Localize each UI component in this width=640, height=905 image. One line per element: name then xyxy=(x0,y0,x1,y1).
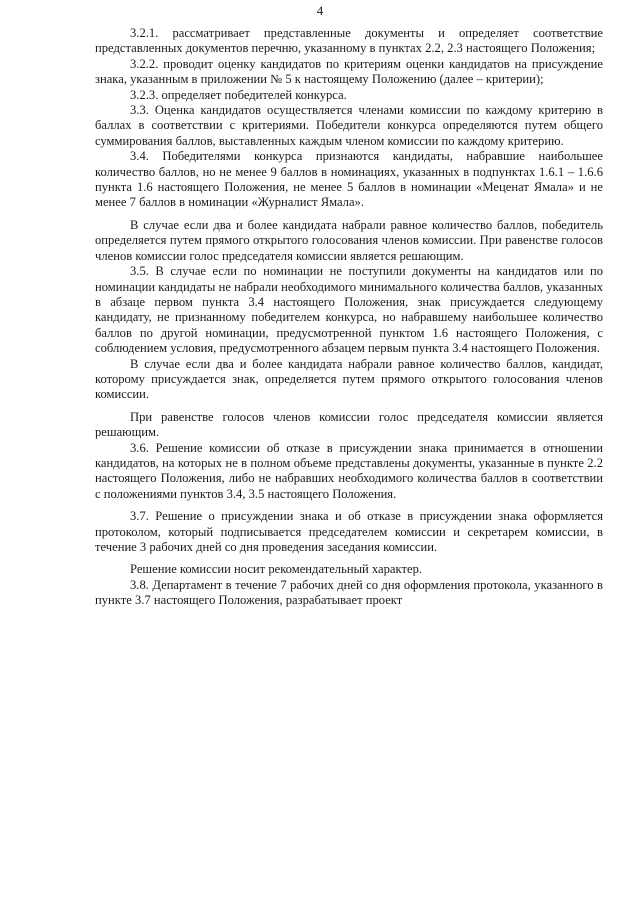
paragraph-3-5: 3.5. В случае если по номинации не поступили документы на кандидатов или по номинации кандидаты не набрали необходимого минимального количества баллов, указанных в абзаце первом пункта 3.4 настоящего Положения, знак присуждается следующему кандидату, не признанному победителем конкурса, но набравшему наибольшее количество баллов по другой номинации, предусмотренной пунктом 1.6 настоящего Положения, с соблюдением условия, предусмотренного абзацем первым пункта 3.4 настоящего Положения. xyxy=(95,264,603,356)
paragraph-3-5-chair-vote: При равенстве голосов членов комиссии голос председателя комиссии является решающим. xyxy=(95,409,603,440)
paragraph-3-6: 3.6. Решение комиссии об отказе в присуждении знака принимается в отношении кандидатов, на которых не в полном объеме представлены документы, указанные в пункте 2.2 настоящего Положения, либо не набравших необходимого количества баллов в соответствии с положениями пунктов 3.4, 3.5 настоящего Положения. xyxy=(95,440,603,501)
paragraph-3-7-note: Решение комиссии носит рекомендательный характер. xyxy=(130,562,423,577)
document-body xyxy=(95,26,603,609)
paragraph-3-4: 3.4. Победителями конкурса признаются кандидаты, набравшие наибольшее количество баллов, но не менее 9 баллов в номинациях, указанных в подпунктах 1.6.1 – 1.6.6 пункта 1.6 настоящего Положения, не менее 5 баллов в номинации «Меценат Ямала» и не менее 7 баллов в номинации «Журналист Ямала». xyxy=(95,149,603,210)
paragraph-3-2-1: 3.2.1. рассматривает представленные документы и определяет соответствие представленных документов перечню, указанному в пунктах 2.2, 2.3 настоящего Положения; xyxy=(95,26,603,56)
paragraph-3-7: 3.7. Решение о присуждении знака и об отказе в присуждении знака оформляется протоколом, который подписывается председателем комиссии и секретарем комиссии, в течение 3 рабочих дней со дня проведения заседания комиссии. xyxy=(95,509,603,554)
paragraph-3-5-tie: В случае если два и более кандидата набрали равное количество баллов, кандидат, которому присуждается знак, определяется путем прямого открытого голосования членов комиссии. xyxy=(95,356,603,402)
page-number: 4 xyxy=(316,3,324,18)
paragraph-3-8: 3.8. Департамент в течение 7 рабочих дней со дня оформления протокола, указанного в пункте 3.7 настоящего Положения, разрабатывает проект xyxy=(95,577,603,608)
paragraph-3-4-tie: В случае если два и более кандидата набрали равное количество баллов, победитель определяется путем прямого открытого голосования членов комиссии. При равенстве голосов членов комиссии голос председателя комиссии является решающим. xyxy=(95,217,603,263)
paragraph-3-3: 3.3. Оценка кандидатов осуществляется членами комиссии по каждому критерию в баллах в соответствии с критериями. Победители конкурса определяются путем общего суммирования баллов, выставленных каждым членом комиссии по каждому критерию. xyxy=(95,103,603,148)
paragraph-3-2-3: 3.2.3. определяет победителей конкурса. xyxy=(130,87,347,102)
paragraph-3-2-2: 3.2.2. проводит оценку кандидатов по критериям оценки кандидатов на присуждение знака, указанным в приложении № 5 к настоящему Положению (далее – критерии); xyxy=(95,56,603,87)
